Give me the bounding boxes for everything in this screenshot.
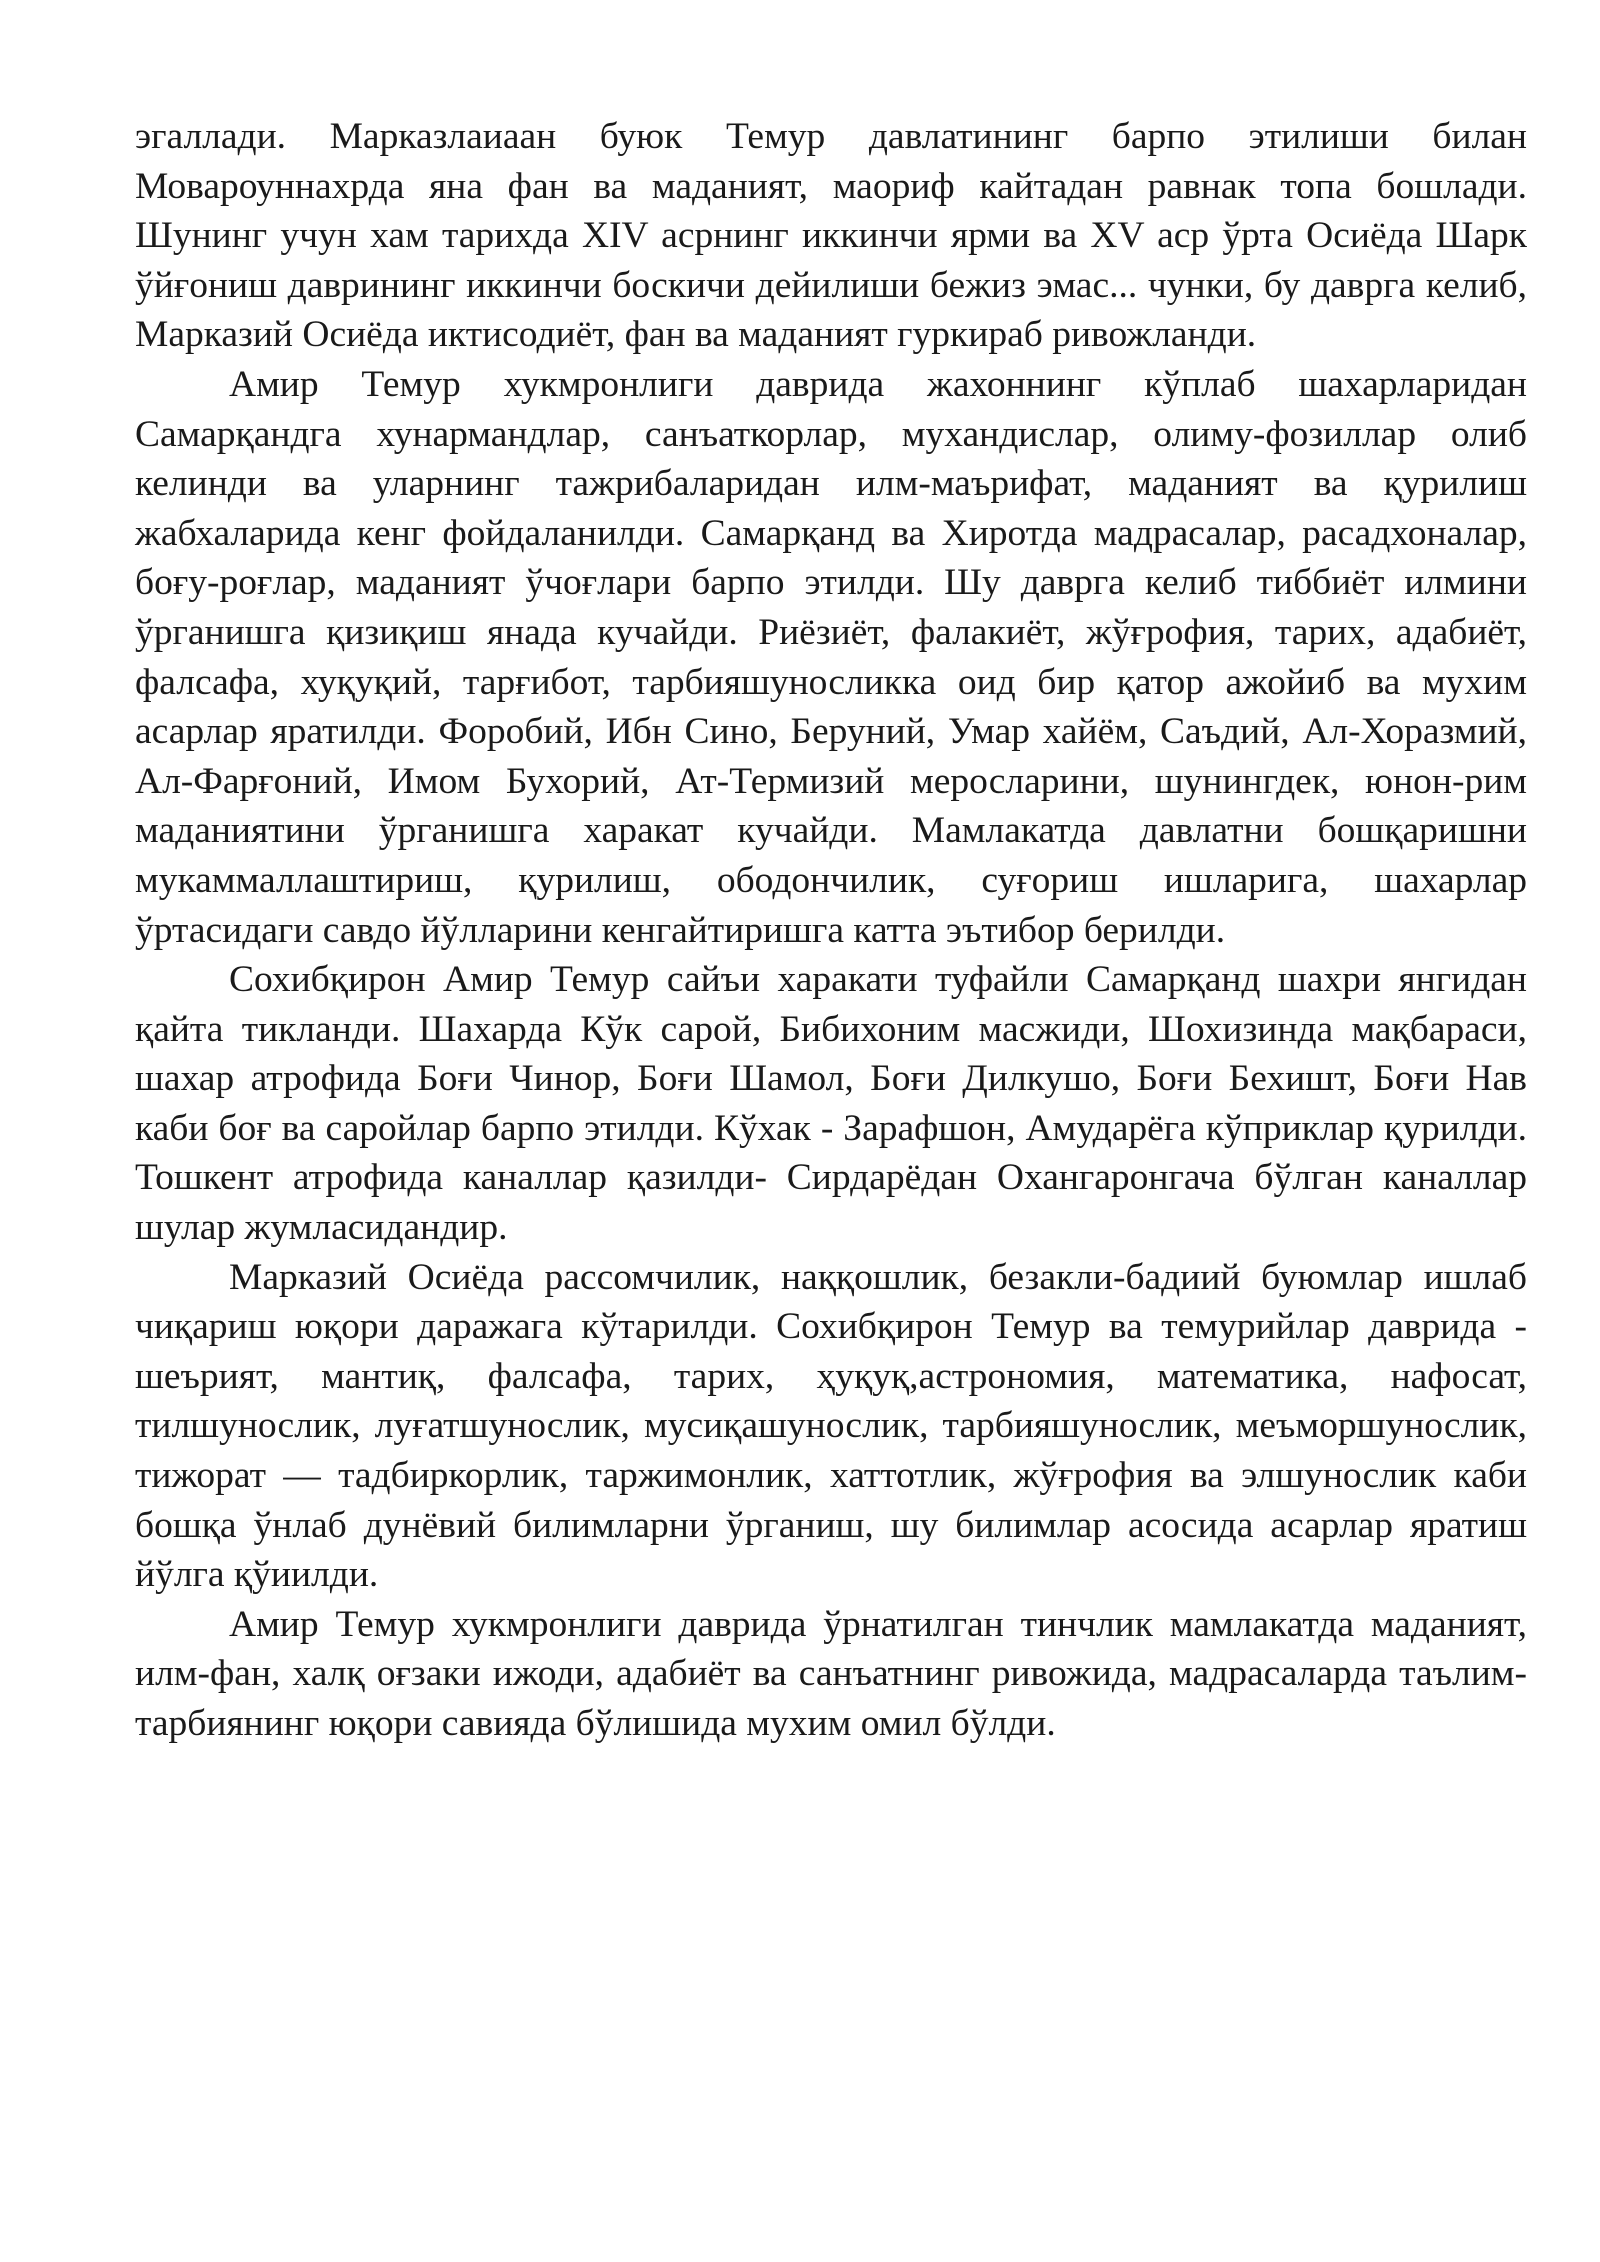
document-page bbox=[135, 112, 1527, 1749]
paragraph-1: эгаллади. Марказлаиаан буюк Темур давлатининг барпо этилиши билан Мовароуннахрда яна фан ва маданият, маориф кайтадан равнак топа бошлади. Шунинг учун хам тарихда XIV асрнинг иккинчи ярми ва XV аср ўрта Осиёда Шарк ўйғониш даврининг иккинчи боскичи дейилиши бежиз эмас... чунки, бу даврга келиб, Марказий Осиёда иктисодиёт, фан ва маданият гуркираб ривожланди. bbox=[135, 116, 1527, 356]
paragraph-5: Амир Темур хукмронлиги даврида ўрнатилган тинчлик мамлакатда маданият, илм-фан, халқ оғзаки ижоди, адабиёт ва санъатнинг ривожида, мадрасаларда таълим-тарбиянинг юқори савияда бўлишида мухим омил бўлди. bbox=[135, 1603, 1527, 1744]
paragraph-2: Амир Темур хукмронлиги даврида жахоннинг кўплаб шахарларидан Самарқандга хунармандлар, санъаткорлар, мухандислар, олиму-фозиллар олиб келинди ва уларнинг тажрибаларидан илм-маърифат, маданият ва қурилиш жабхаларида кенг фойдаланилди. Самарқанд ва Хиротда мадрасалар, расадхоналар, боғу-роғлар, маданият ўчоғлари барпо этилди. Шу даврга келиб тиббиёт илмини ўрганишга қизиқиш янада кучайди. Риёзиёт, фалакиёт, жўғрофия, тарих, адабиёт, фалсафа, хуқуқий, тарғибот, тарбияшуносликка оид бир қатор ажойиб ва мухим асарлар яратилди. Форобий, Ибн Сино, Беруний, Умар хайём, Саъдий, Ал-Хоразмий, Ал-Фарғоний, Имом Бухорий, Ат-Термизий меросларини, шунингдек, юнон-рим маданиятини ўрганишга харакат кучайди. Мамлакатда давлатни бошқаришни мукаммаллаштириш, қурилиш, ободончилик, суғориш ишларига, шахарлар ўртасидаги савдо йўлларини кенгайтиришга катта эътибор берилди. bbox=[135, 363, 1527, 951]
paragraph-4: Марказий Осиёда рассомчилик, наққошлик, безакли-бадиий буюмлар ишлаб чиқариш юқори даражага кўтарилди. Сохибқирон Темур ва темурийлар даврида - шеърият, мантиқ, фалсафа, тарих, ҳуқуқ,астрономия, математика, нафосат, тилшунослик, луғатшунослик, мусиқашунослик, тарбияшунослик, меъморшунослик, тижорат — тадбиркорлик, таржимонлик, хаттотлик, жўғрофия ва элшунослик каби бошқа ўнлаб дунёвий билимларни ўрганиш, шу билимлар асосида асарлар яратиш йўлга қўиилди. bbox=[135, 1256, 1527, 1596]
paragraph-3: Сохибқирон Амир Темур сайъи харакати туфайли Самарқанд шахри янгидан қайта тикланди. Шахарда Кўк сарой, Бибихоним масжиди, Шохизинда мақбараси, шахар атрофида Боғи Чинор, Боғи Шамол, Боғи Дилкушо, Боғи Бехишт, Боғи Нав каби боғ ва саройлар барпо этилди. Кўхак - Зарафшон, Амударёга кўприклар қурилди. Тошкент атрофида каналлар қазилди- Сирдарёдан Охангаронгача бўлган каналлар шулар жумласидандир. bbox=[135, 959, 1527, 1249]
